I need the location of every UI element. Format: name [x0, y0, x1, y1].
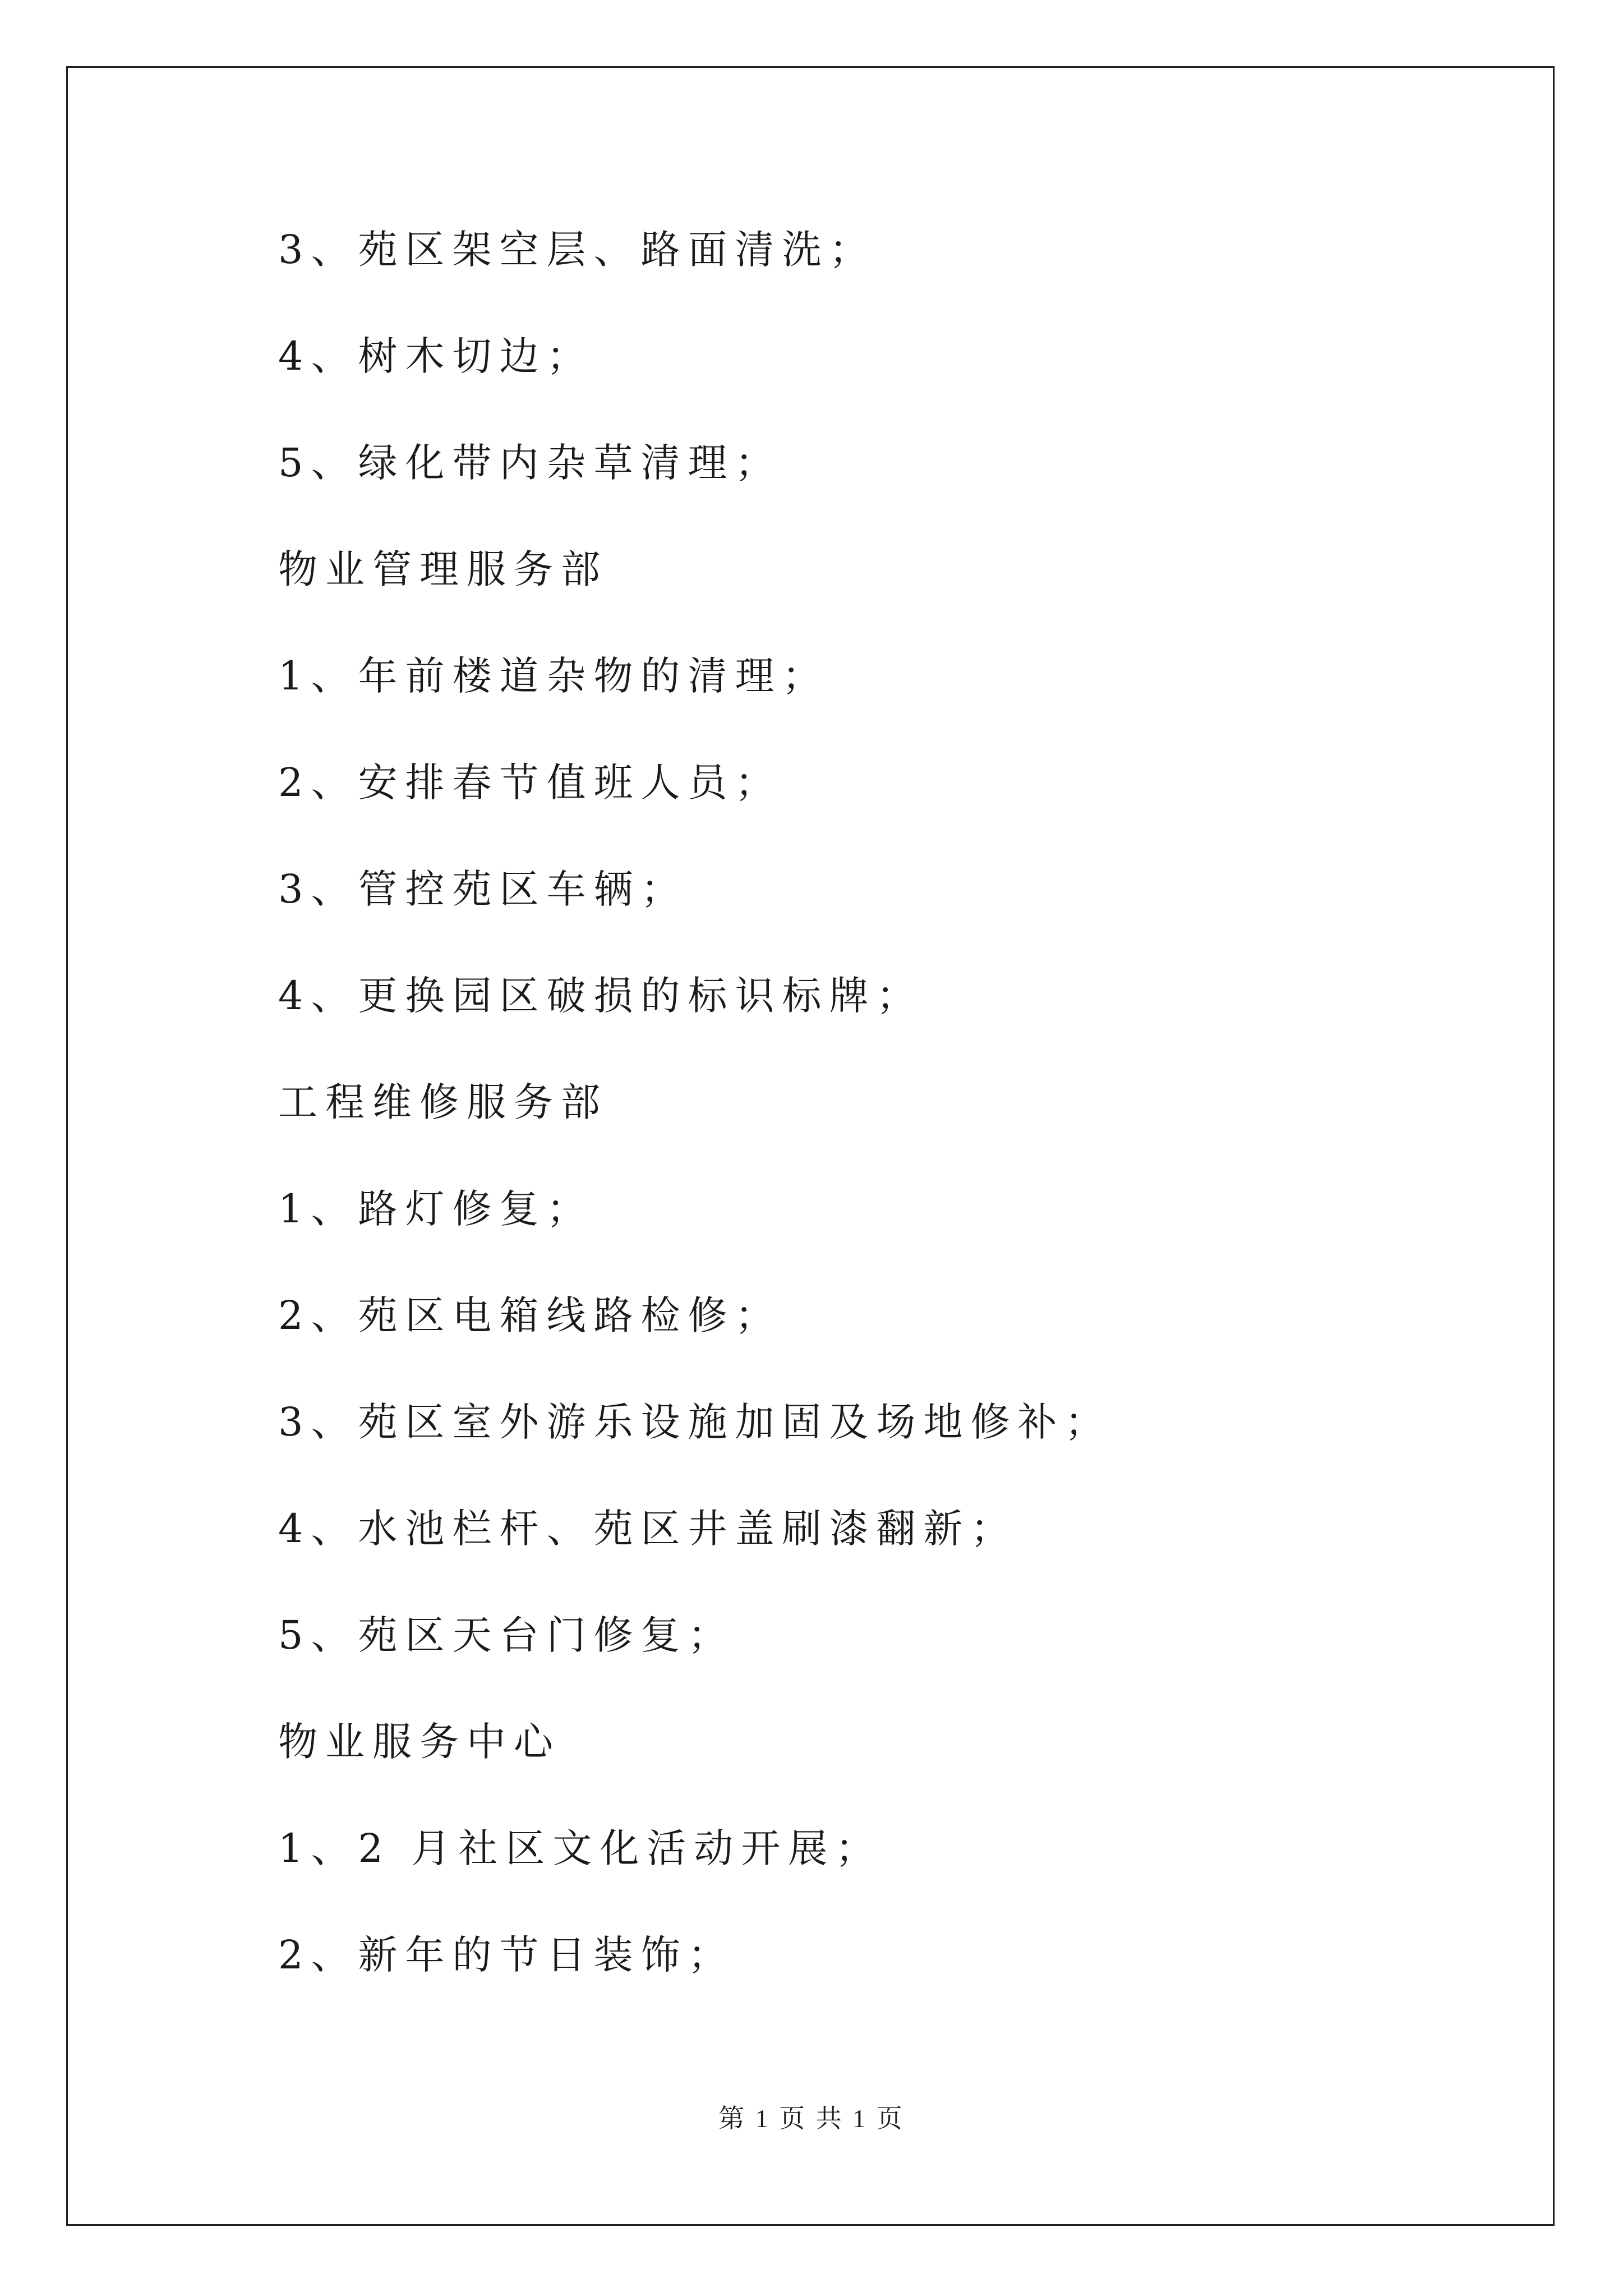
list-item: 2、新年的节日装饰； [278, 1932, 735, 1978]
list-item: 1、年前楼道杂物的清理； [278, 653, 829, 699]
list-item: 2、安排春节值班人员； [278, 760, 782, 806]
list-item: 5、苑区天台门修复； [278, 1612, 735, 1658]
list-item: 3、苑区架空层、路面清洗； [278, 227, 877, 273]
page-number-footer: 第 1 页 共 1 页 [718, 2104, 905, 2133]
document-body [278, 213, 1512, 2025]
list-item: 1、2 月社区文化活动开展； [278, 1825, 883, 1871]
section-heading: 物业服务中心 [278, 1719, 561, 1765]
list-item: 3、苑区室外游乐设施加固及场地修补； [278, 1399, 1112, 1445]
section-heading: 物业管理服务部 [278, 546, 608, 592]
list-item: 4、树木切边； [278, 333, 594, 379]
list-item: 5、绿化带内杂草清理； [278, 440, 782, 486]
list-item: 1、路灯修复； [278, 1186, 594, 1232]
section-heading: 工程维修服务部 [278, 1079, 608, 1125]
list-item: 4、更换园区破损的标识标牌； [278, 973, 924, 1019]
list-item: 3、管控苑区车辆； [278, 866, 688, 912]
list-item: 2、苑区电箱线路检修； [278, 1292, 782, 1338]
list-item: 4、水池栏杆、苑区井盖刷漆翻新； [278, 1506, 1018, 1552]
